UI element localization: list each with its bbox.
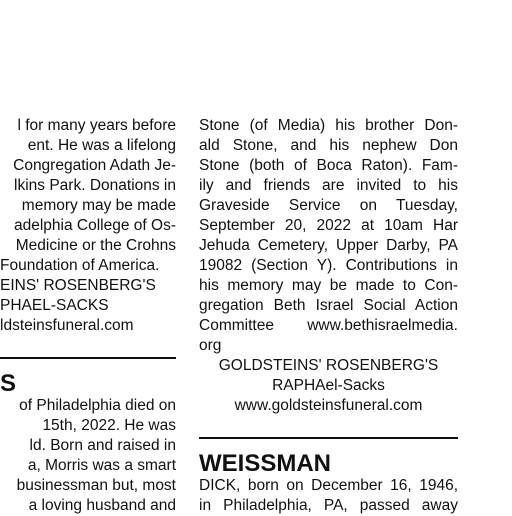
right-text-line: Graveside Service on Tuesday, (199, 197, 458, 214)
right-divider (199, 437, 458, 439)
left-funeral-home-2: PHAEL-SACKS (0, 297, 109, 314)
right-text-line: ald Stone, and his nephew Don (199, 137, 458, 154)
left-text-line: ld. Born and raised in (29, 437, 176, 454)
right-text-line: Stone (of Media) his brother Don- (199, 117, 458, 134)
right-text-line: DICK, born on December 16, 1946, (199, 477, 458, 494)
left-divider (0, 357, 176, 359)
left-text-line: adelphia College of Os- (14, 217, 176, 234)
left-text-line: ent. He was a lifelong (27, 137, 176, 154)
left-text-line: l for many years before (17, 117, 176, 134)
funeral-home-url: www.goldsteinsfuneral.com (234, 397, 423, 414)
left-text-line: lkins Park. Donations in (14, 177, 176, 194)
right-text-line: his memory may be made to Con- (199, 277, 458, 294)
weissman-obituary-text (199, 476, 458, 516)
right-text-line: in Philadelphia, PA, passed away (199, 497, 458, 514)
right-text-line: gregation Beth Israel Social Action (199, 297, 458, 314)
left-text-line: businessman but, most (16, 477, 176, 494)
left-obituary-2-text (0, 396, 176, 516)
right-text-line: 19082 (Section Y). Contributions in (199, 257, 458, 274)
left-text-line: a, Morris was a smart (27, 457, 176, 474)
left-text-line: memory may be made (21, 197, 176, 214)
weissman-heading: WEISSMAN (199, 450, 331, 477)
right-text-line: Stone (both of Boca Raton). Fam- (199, 157, 458, 174)
left-text-line: of Philadelphia died on (19, 397, 176, 414)
right-text-line: Committee www.bethisraelmedia. (199, 317, 458, 334)
right-text-line: org (199, 337, 222, 354)
left-text-line: Foundation of America. (0, 257, 160, 274)
left-text-line: Medicine or the Crohns (15, 237, 176, 254)
left-text-line: Congregation Adath Je- (13, 157, 176, 174)
left-funeral-home: EINS' ROSENBERG'S (0, 277, 156, 294)
left-obituary-heading: S (0, 370, 17, 397)
left-text-line: 15th, 2022. He was (42, 417, 176, 434)
right-text-line: September 20, 2022 at 10am Har (199, 217, 458, 234)
funeral-home-name-2: RAPHAel-Sacks (272, 377, 385, 394)
left-obituary-text (0, 116, 176, 336)
left-text-line: a loving husband and (28, 497, 176, 514)
right-text-line: Jehuda Cemetery, Upper Darby, PA (199, 237, 458, 254)
funeral-home-name: GOLDSTEINS' ROSENBERG'S (218, 357, 439, 374)
right-obituary-text (199, 116, 458, 416)
left-funeral-url: ldsteinsfuneral.com (0, 317, 134, 334)
right-text-line: ily and friends are invited to his (199, 177, 458, 194)
